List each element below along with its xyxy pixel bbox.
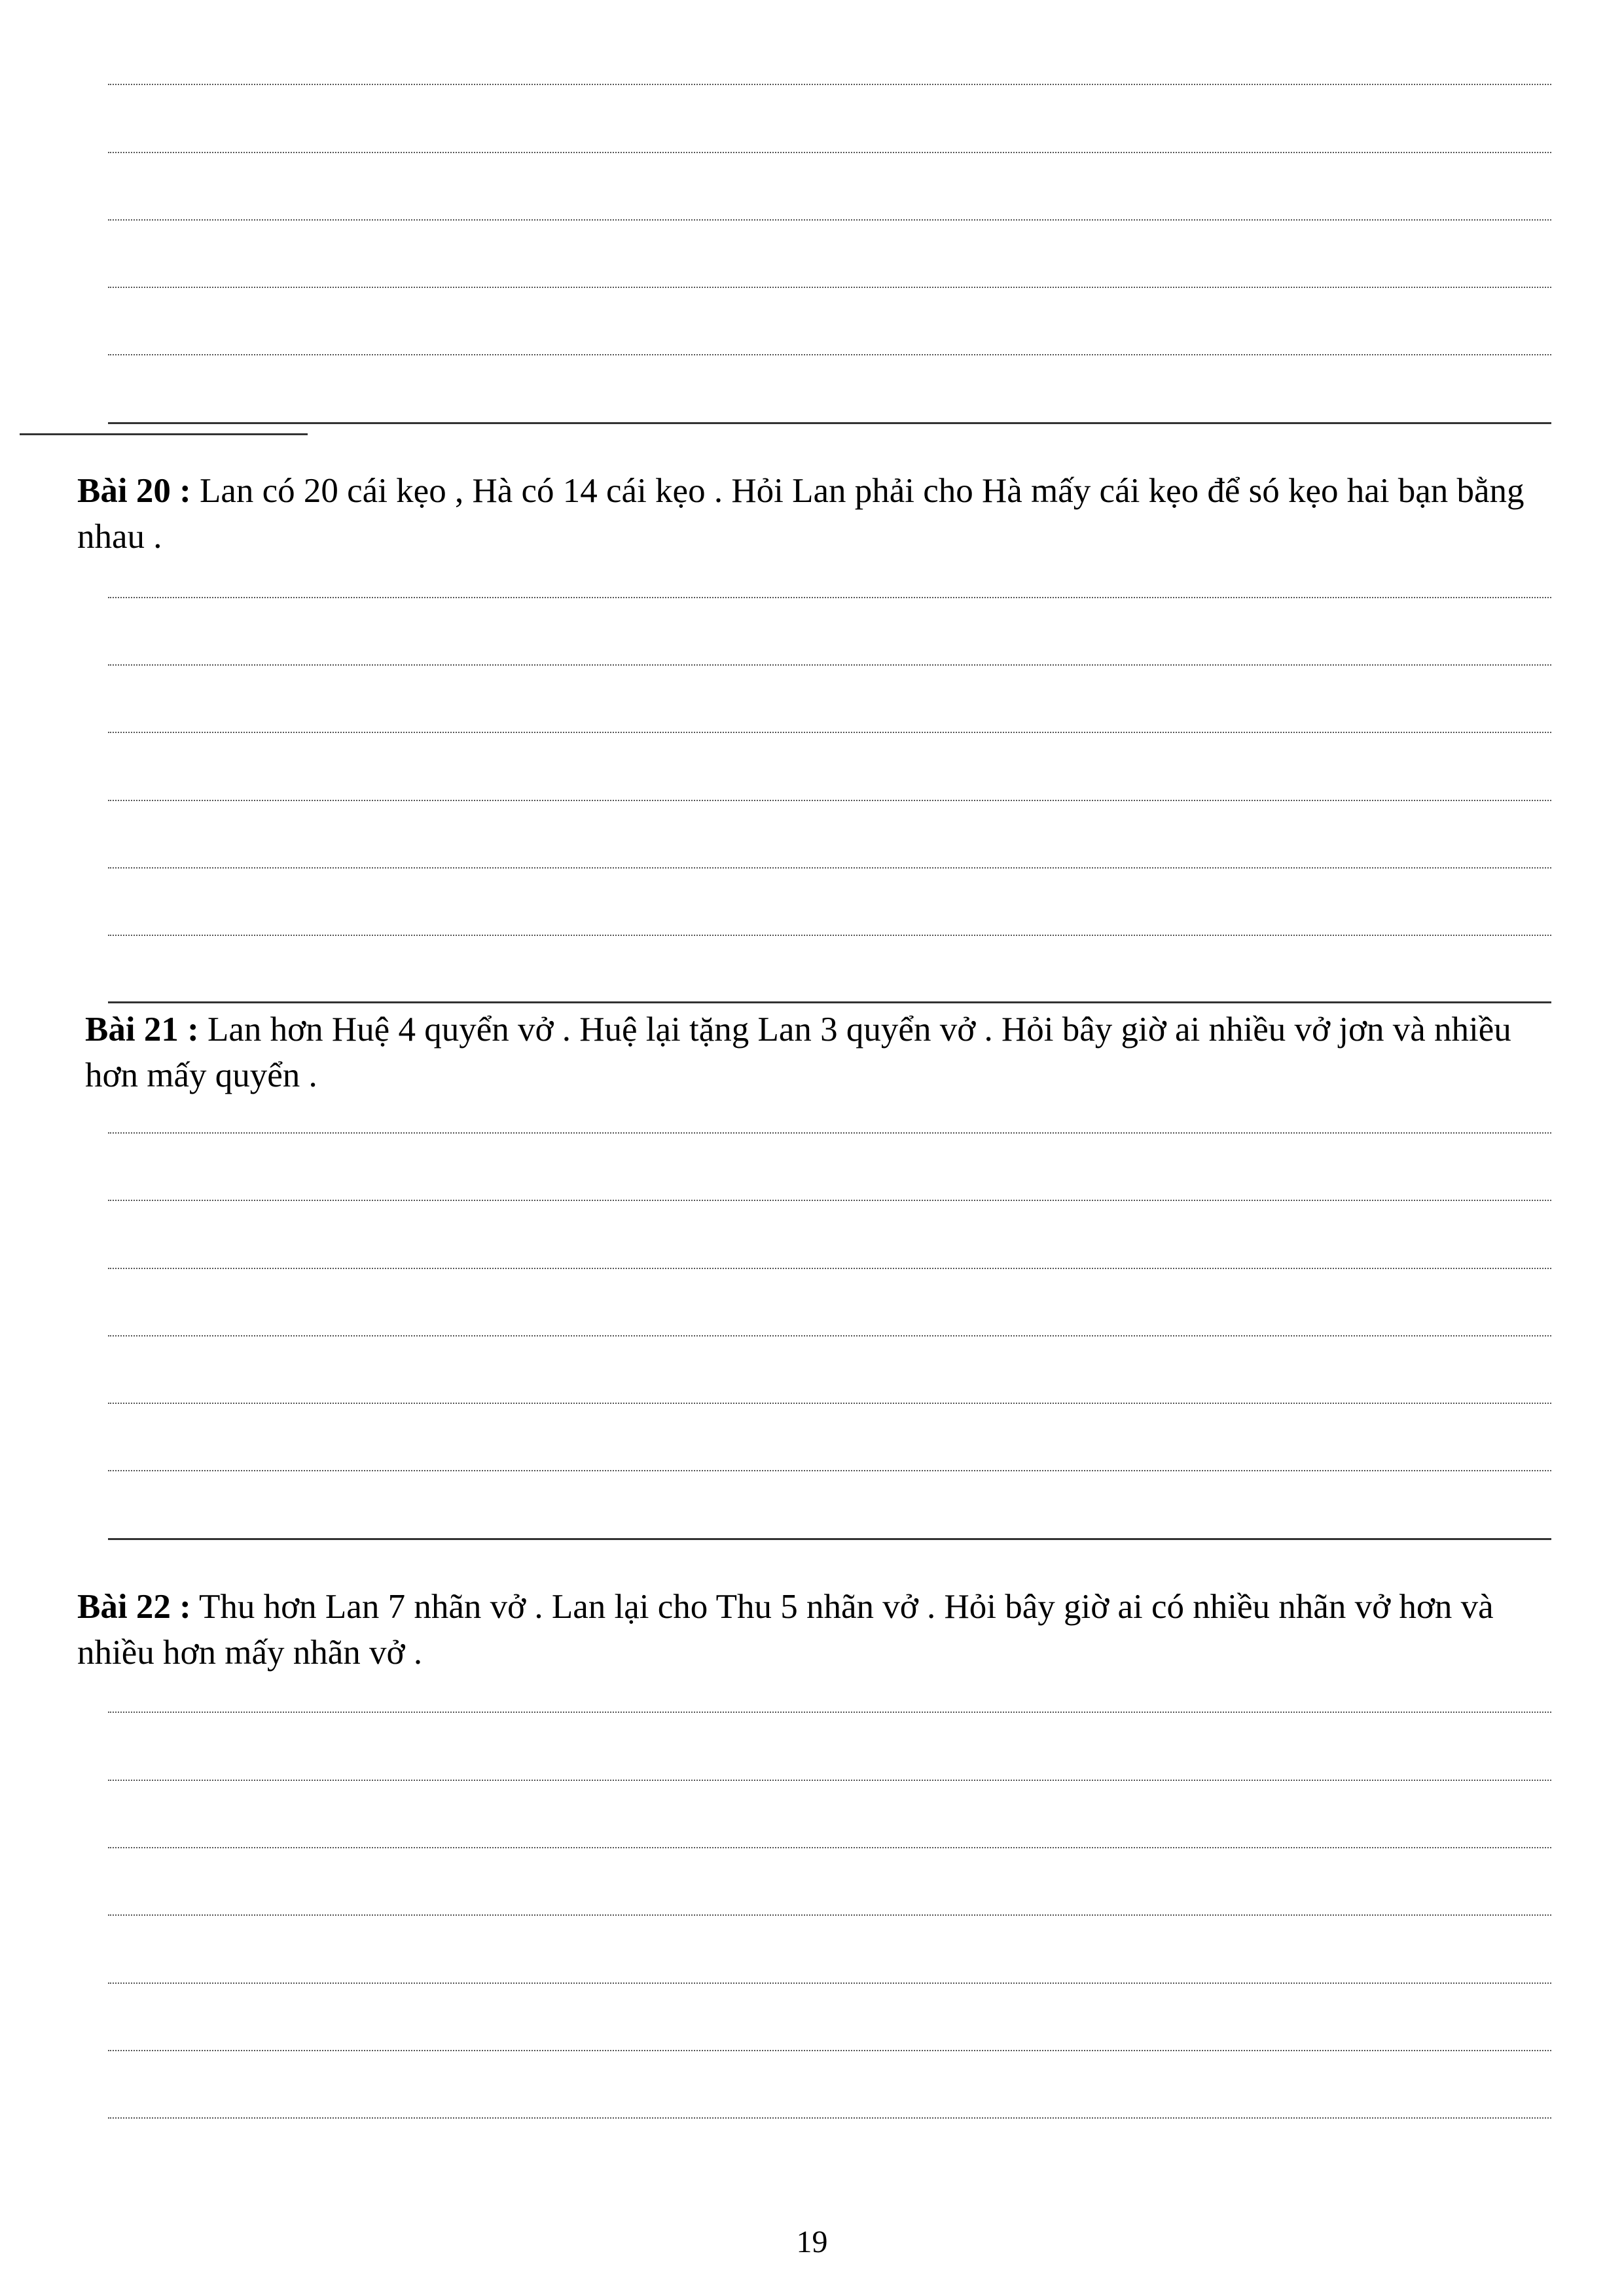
answer-line	[108, 152, 1551, 153]
answer-line	[108, 867, 1551, 869]
answer-line	[108, 84, 1551, 85]
problem-22	[77, 1584, 1550, 1676]
answer-line	[108, 1268, 1551, 1269]
answer-line	[108, 1982, 1551, 1984]
answer-line	[108, 1712, 1551, 1713]
problem-number: Bài 21 :	[85, 1011, 199, 1049]
answer-line	[108, 1914, 1551, 1916]
answer-line	[108, 1132, 1551, 1134]
answer-line	[108, 1001, 1551, 1003]
answer-line	[108, 219, 1551, 221]
answer-line	[108, 287, 1551, 288]
answer-line	[108, 935, 1551, 936]
answer-line	[108, 1538, 1551, 1540]
answer-line	[108, 1847, 1551, 1848]
answer-line	[108, 422, 1551, 424]
problem-text: Lan có 20 cái kẹo , Hà có 14 cái kẹo . Hỏi Lan phải cho Hà mấy cái kẹo để só kẹo hai bạn bằng nhau .	[77, 472, 1525, 556]
answer-line	[108, 664, 1551, 666]
answer-line	[108, 1780, 1551, 1781]
page-number: 19	[796, 2225, 828, 2259]
answer-line	[108, 354, 1551, 355]
answer-line	[108, 1470, 1551, 1471]
problem-21	[85, 1007, 1558, 1098]
answer-line	[108, 2050, 1551, 2051]
answer-line	[108, 597, 1551, 598]
answer-line	[108, 732, 1551, 733]
problem-number: Bài 22 :	[77, 1588, 191, 1626]
answer-line	[108, 1403, 1551, 1404]
separator-line	[20, 433, 308, 435]
answer-line	[108, 2117, 1551, 2119]
problem-text: Thu hơn Lan 7 nhãn vở . Lan lại cho Thu 5 nhãn vở . Hỏi bây giờ ai có nhiều nhãn vở hơn và nhiều hơn mấy nhãn vở .	[77, 1588, 1494, 1672]
problem-number: Bài 20 :	[77, 472, 191, 510]
problem-text: Lan hơn Huệ 4 quyển vở . Huệ lại tặng Lan 3 quyển vở . Hỏi bây giờ ai nhiều vở jơn và nhiều hơn mấy quyển .	[85, 1011, 1511, 1094]
answer-line	[108, 1200, 1551, 1201]
answer-line	[108, 800, 1551, 801]
problem-20	[77, 468, 1550, 560]
answer-line	[108, 1335, 1551, 1336]
